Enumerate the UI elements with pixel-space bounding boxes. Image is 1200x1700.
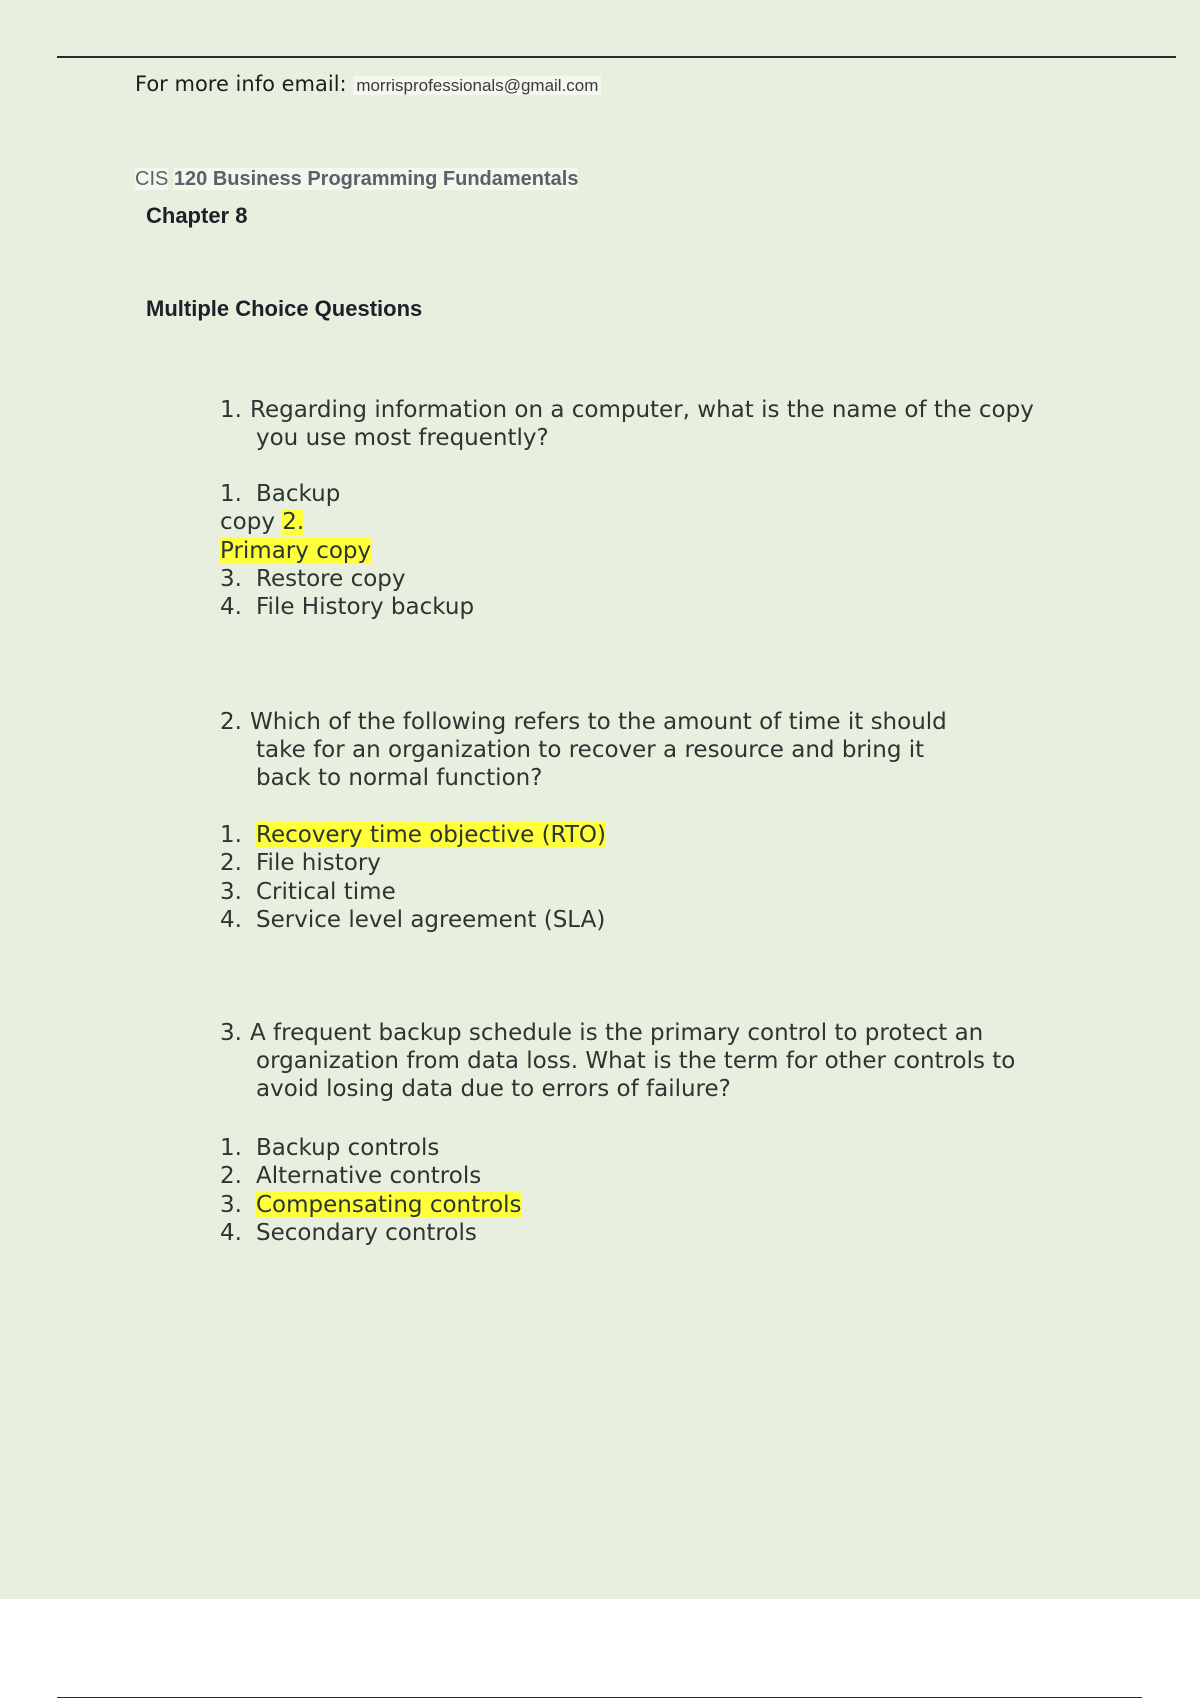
question-1: [220, 396, 1034, 452]
option-text: File history: [256, 850, 381, 877]
option-item: [220, 878, 606, 906]
question-line: take for an organization to recover a resource and bring it: [256, 737, 925, 763]
option-text-wrap: copy: [220, 509, 275, 536]
question-line: organization from data loss. What is the term for other controls to: [256, 1048, 1016, 1074]
question-line: Which of the following refers to the amount of time it should: [250, 709, 947, 735]
option-text: Restore copy: [256, 565, 406, 592]
section-heading: Multiple Choice Questions: [146, 296, 423, 321]
header-rule: [57, 56, 1176, 58]
option-item: [220, 1134, 522, 1162]
question-line: A frequent backup schedule is the primary control to protect an: [250, 1020, 984, 1046]
question-2: [220, 708, 947, 792]
option-text: Secondary controls: [256, 1219, 477, 1246]
option-number: 2.: [220, 850, 242, 877]
contact-line: [135, 72, 601, 96]
option-text: Critical time: [256, 878, 396, 905]
question-line: avoid losing data due to errors of failure?: [256, 1076, 731, 1102]
option-number: 1.: [220, 481, 242, 507]
option-item: [220, 906, 606, 934]
correct-answer: Recovery time objective (RTO): [256, 822, 606, 848]
question-2-options: [220, 821, 606, 934]
question-1-options: [220, 480, 474, 621]
option-item: [220, 821, 606, 849]
option-number: 3.: [220, 878, 242, 905]
course-name: 120 Business Programming Fundamentals: [173, 168, 579, 190]
option-item: [220, 849, 606, 877]
option-number: 4.: [220, 1219, 242, 1246]
option-item: [220, 480, 474, 508]
option-number-highlighted: 2.: [282, 509, 305, 536]
question-3-options: [220, 1134, 522, 1247]
course-title: [135, 168, 578, 191]
footer-rule: [57, 1697, 1142, 1698]
option-item: [220, 593, 474, 621]
question-number: 2.: [220, 709, 242, 735]
option-text: Service level agreement (SLA): [256, 906, 606, 933]
correct-answer: Primary copy: [220, 537, 372, 564]
option-item: [220, 1219, 522, 1247]
option-number: 3.: [220, 565, 242, 592]
correct-answer: Compensating controls: [256, 1191, 522, 1218]
option-number: 1.: [220, 1135, 242, 1161]
option-item: [220, 1191, 522, 1219]
option-item: [220, 565, 474, 593]
option-text: File History backup: [256, 594, 475, 621]
option-number: 4.: [220, 594, 242, 621]
option-item: [220, 1162, 522, 1190]
chapter-heading: Chapter 8: [146, 203, 248, 228]
option-text: Backup: [256, 481, 341, 507]
question-3: [220, 1019, 1015, 1103]
question-line: Regarding information on a computer, what is the name of the copy: [250, 397, 1034, 423]
option-text: Backup controls: [256, 1135, 440, 1161]
email-address: morrisprofessionals@gmail.com: [353, 76, 601, 95]
question-number: 3.: [220, 1020, 242, 1046]
course-prefix: CIS: [135, 168, 169, 190]
info-label: For more info email:: [135, 72, 347, 96]
option-text: Alternative controls: [256, 1163, 482, 1190]
option-number: 2.: [220, 1163, 242, 1190]
question-number: 1.: [220, 397, 242, 423]
question-line: back to normal function?: [256, 765, 543, 791]
option-number: 4.: [220, 906, 242, 933]
option-number: 3.: [220, 1191, 242, 1218]
option-number: 1.: [220, 822, 242, 848]
option-item: [220, 508, 474, 536]
question-line: you use most frequently?: [256, 425, 549, 451]
option-item: [220, 537, 474, 565]
